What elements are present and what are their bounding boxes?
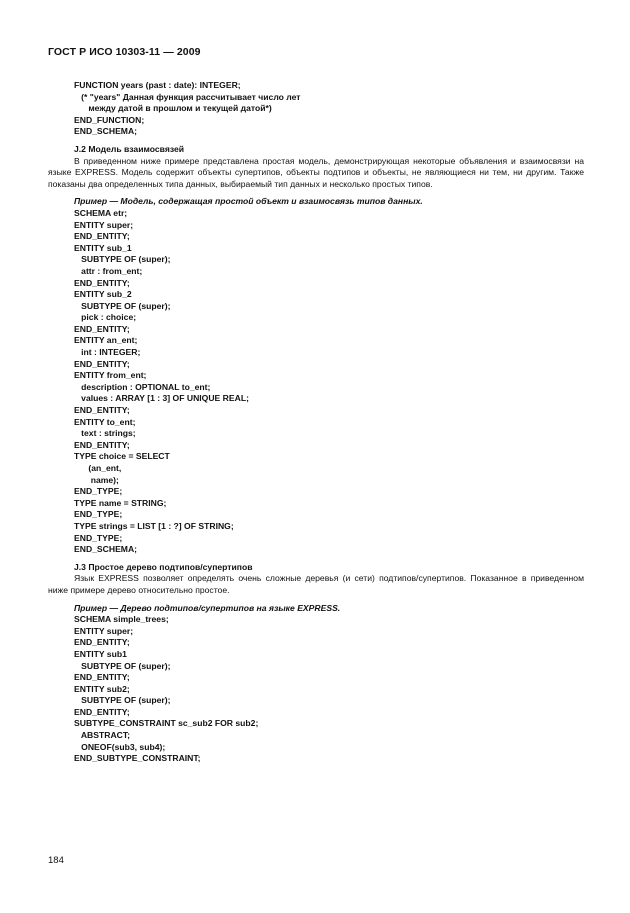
code-line: END_ENTITY;: [74, 405, 130, 416]
code-block-simple-trees: [48, 614, 584, 765]
code-line: ENTITY from_ent;: [74, 370, 147, 381]
section-heading-j2: J.2 Модель взаимосвязей: [74, 143, 185, 154]
code-line: TYPE choice = SELECT: [74, 451, 170, 462]
code-line: SCHEMA etr;: [74, 207, 128, 218]
code-line: ENTITY an_ent;: [74, 335, 138, 346]
code-line: END_ENTITY;: [74, 439, 130, 450]
code-line: ENTITY super;: [74, 219, 134, 230]
code-line: ENTITY sub_2: [74, 289, 132, 300]
code-line: TYPE strings = LIST [1 : ?] OF STRING;: [74, 520, 234, 531]
code-line: attr : from_ent;: [74, 265, 143, 276]
code-line: ENTITY to_ent;: [74, 416, 136, 427]
code-line: ENTITY sub_1: [74, 242, 132, 253]
code-line: int : INTEGER;: [74, 347, 141, 358]
code-line: END_ENTITY;: [74, 672, 130, 683]
example-caption-j3: Пример — Дерево подтипов/супертипов на языке EXPRESS.: [74, 602, 341, 613]
code-line: SUBTYPE_CONSTRAINT sc_sub2 FOR sub2;: [74, 718, 259, 729]
code-line: END_TYPE;: [74, 532, 123, 543]
code-line: SUBTYPE OF (super);: [74, 660, 171, 671]
section-paragraph-j3: Язык EXPRESS позволяет определять очень сложные деревья (и сети) подтипов/супертипов. Показанное в приведенном ниже примере дерево относительно простое.: [48, 573, 584, 595]
code-line: SUBTYPE OF (super);: [74, 300, 171, 311]
code-line: ENTITY sub2;: [74, 683, 130, 694]
code-line: END_SUBTYPE_CONSTRAINT;: [74, 753, 201, 764]
code-line: ABSTRACT;: [74, 730, 131, 741]
code-line: ONEOF(sub3, sub4);: [74, 741, 166, 752]
code-line: FUNCTION years (past : date): INTEGER;: [74, 80, 241, 90]
code-line: между датой в прошлом и текущей датой*): [74, 103, 272, 114]
code-line: SUBTYPE OF (super);: [74, 254, 171, 265]
code-line: END_ENTITY;: [74, 323, 130, 334]
code-line: END_ENTITY;: [74, 706, 130, 717]
code-line: (an_ent,: [74, 463, 122, 473]
code-line: ENTITY sub1: [74, 648, 127, 659]
example-caption-j2: Пример — Модель, содержащая простой объект и взаимосвязь типов данных.: [74, 196, 423, 207]
code-line: END_ENTITY;: [74, 358, 130, 369]
code-line: END_SCHEMA;: [74, 544, 138, 555]
code-line: END_ENTITY;: [74, 637, 130, 648]
code-line: TYPE name = STRING;: [74, 497, 167, 508]
section-heading-j3: J.3 Простое дерево подтипов/супертипов: [74, 561, 253, 572]
page-content: [48, 80, 584, 765]
code-line: END_TYPE;: [74, 509, 123, 520]
code-line: END_SCHEMA;: [74, 126, 138, 137]
code-line: name);: [74, 474, 119, 485]
section-paragraph-j2: В приведенном ниже примере представлена простая модель, демонстрирующая некоторые объявления и взаимосвязи на языке EXPRESS. Модель содержит объекты супертипов, объекты подтипов и объекты, не являющиеся ни тем, ни другим. Также показаны два определенных типа данных, выбираемый тип данных и несколько простых типов.: [48, 155, 584, 189]
code-line: ENTITY super;: [74, 625, 134, 636]
code-line: SCHEMA simple_trees;: [74, 614, 169, 625]
code-line: END_ENTITY;: [74, 231, 130, 242]
document-header: ГОСТ Р ИСО 10303-11 — 2009: [48, 46, 201, 58]
code-block-etr: [48, 208, 584, 556]
code-line: values : ARRAY [1 : 3] OF UNIQUE REAL;: [74, 393, 249, 404]
code-line: pick : choice;: [74, 312, 137, 323]
code-line: END_ENTITY;: [74, 277, 130, 288]
code-line: SUBTYPE OF (super);: [74, 695, 171, 706]
code-line: END_TYPE;: [74, 486, 123, 497]
code-line: text : strings;: [74, 428, 136, 439]
code-line: (* "years" Данная функция рассчитывает число лет: [74, 91, 301, 102]
code-line: description : OPTIONAL to_ent;: [74, 381, 211, 392]
code-block-function: [48, 80, 584, 138]
code-line: END_FUNCTION;: [74, 114, 145, 125]
page-number: 184: [48, 855, 64, 866]
